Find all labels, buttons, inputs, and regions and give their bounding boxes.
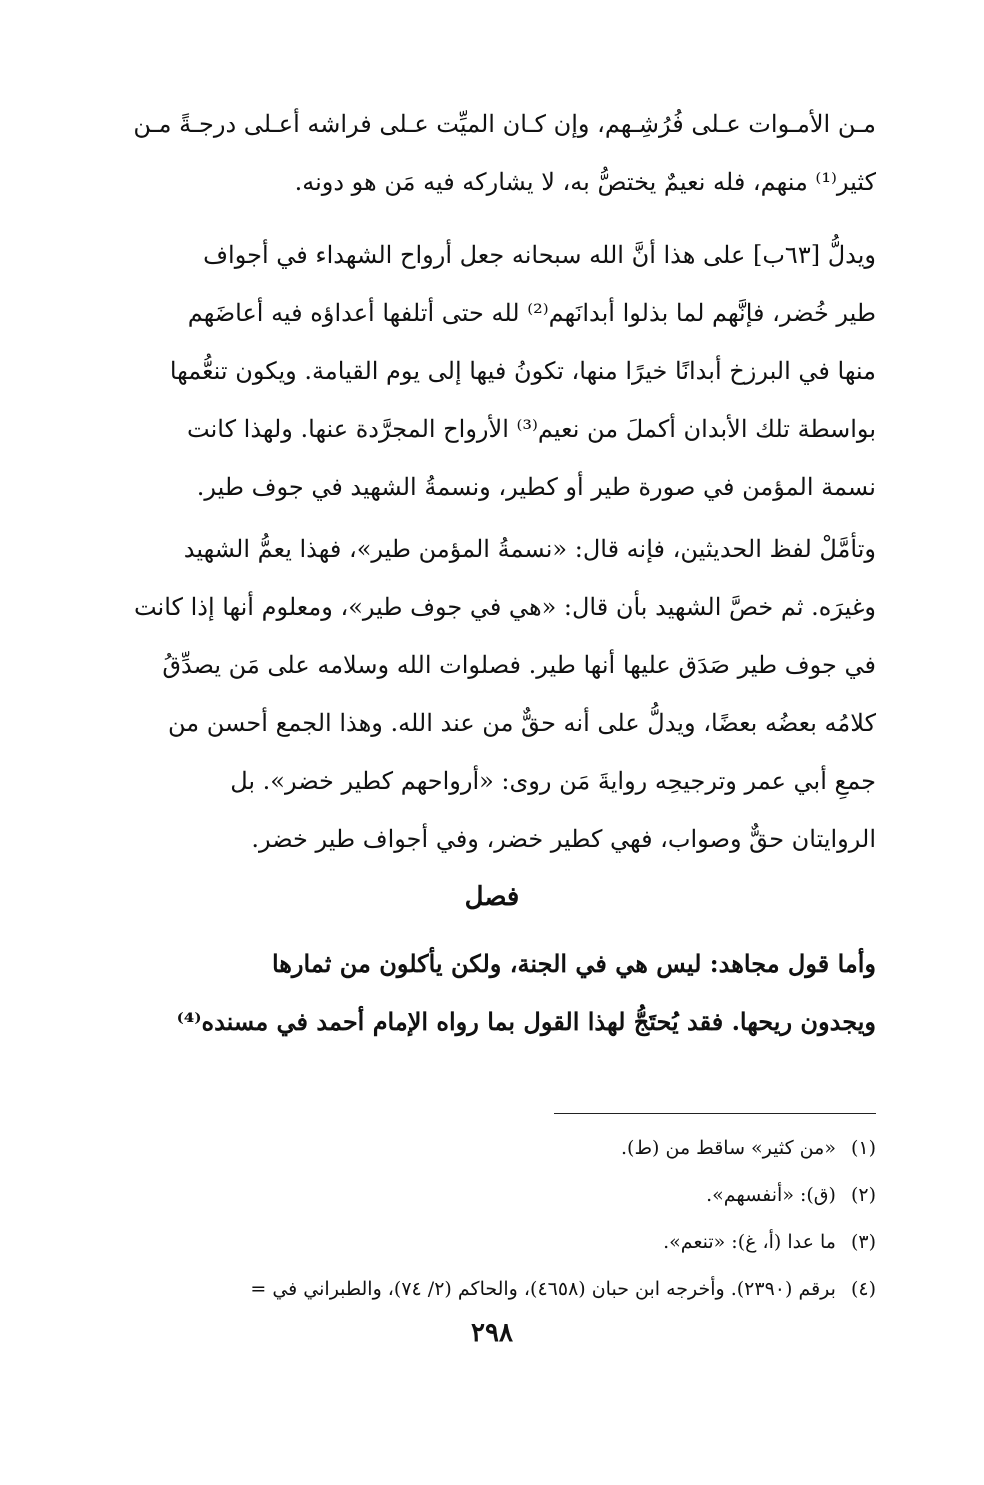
section-heading: فصل — [464, 882, 520, 912]
footnote-divider — [554, 1113, 876, 1114]
footnote-text: «من كثير» ساقط من (ط). — [621, 1137, 836, 1159]
page-number: ٢٩٨ — [471, 1318, 513, 1348]
paragraph-1 — [86, 95, 876, 211]
text-line: ويجدون ريحها. فقد يُحتَجُّ لهذا القول بما رواه الإمام أحمد في مسنده⁽⁴⁾ — [176, 1007, 876, 1036]
footnote-number: (٣) — [850, 1231, 876, 1253]
footnote — [60, 1219, 876, 1266]
footnote-number: (١) — [850, 1137, 876, 1159]
text-line: وتأمَّلْ لفظ الحديثين، فإنه قال: «نسمةُ المؤمن طير»، فهذا يعمُّ الشهيد — [183, 535, 876, 563]
text-line: وأما قول مجاهد: ليس هي في الجنة، ولكن يأكلون من ثمارها — [271, 949, 876, 978]
footnote-text: (ق): «أنفسهم». — [706, 1184, 836, 1206]
footnote — [60, 1125, 876, 1172]
footnote-text: ما عدا (أ، غ): «تنعم». — [663, 1231, 836, 1253]
footnotes — [60, 1125, 876, 1313]
text-line: وغيرَه. ثم خصَّ الشهيد بأن قال: «هي في جوف طير»، ومعلوم أنها إذا كانت — [133, 593, 876, 621]
footnote — [60, 1172, 876, 1219]
text-line: كثير⁽¹⁾ منهم، فله نعيمٌ يختصُّ به، لا يشاركه فيه مَن هو دونه. — [294, 168, 876, 196]
footnote-number: (٢) — [850, 1184, 876, 1206]
text-line: جمعِ أبي عمر وترجيحِه روايةَ مَن روى: «أرواحهم كطير خضر». بل — [230, 767, 876, 795]
text-line: نسمة المؤمن في صورة طير أو كطير، ونسمةُ الشهيد في جوف طير. — [196, 473, 876, 501]
paragraph-2 — [86, 226, 876, 516]
text-line: الروايتان حقٌّ وصواب، فهي كطير خضر، وفي أجواف طير خضر. — [251, 825, 876, 853]
text-line: مـن الأمـوات عـلى فُرُشِـهم، وإن كـان الميِّت عـلى فراشه أعـلى درجـةً مـن — [133, 110, 876, 138]
footnote-text: برقم (٢٣٩٠). وأخرجه ابن حبان (٤٦٥٨)، والحاكم (٢/ ٧٤)، والطبراني في = — [250, 1278, 836, 1300]
paragraph-4 — [86, 935, 876, 1051]
text-line: في جوف طير صَدَق عليها أنها طير. فصلوات الله وسلامه على مَن يصدِّقُ — [162, 651, 876, 679]
text-line: بواسطة تلك الأبدان أكملَ من نعيم⁽³⁾ الأرواح المجرَّدة عنها. ولهذا كانت — [187, 415, 876, 443]
paragraph-3 — [86, 520, 876, 868]
footnote-number: (٤) — [850, 1278, 876, 1300]
text-line: طير خُضر، فإنَّهم لما بذلوا أبدانَهم⁽²⁾ لله حتى أتلفها أعداؤه فيه أعاضَهم — [187, 299, 876, 327]
text-line: منها في البرزخ أبدانًا خيرًا منها، تكونُ فيها إلى يوم القيامة. ويكون تنعُّمها — [169, 357, 876, 385]
footnote — [60, 1266, 876, 1313]
text-line: كلامُه بعضُه بعضًا، ويدلُّ على أنه حقٌّ من عند الله. وهذا الجمع أحسن من — [168, 709, 876, 737]
text-line: ويدلُّ [٦٣ب] على هذا أنَّ الله سبحانه جعل أرواح الشهداء في أجواف — [203, 241, 876, 269]
